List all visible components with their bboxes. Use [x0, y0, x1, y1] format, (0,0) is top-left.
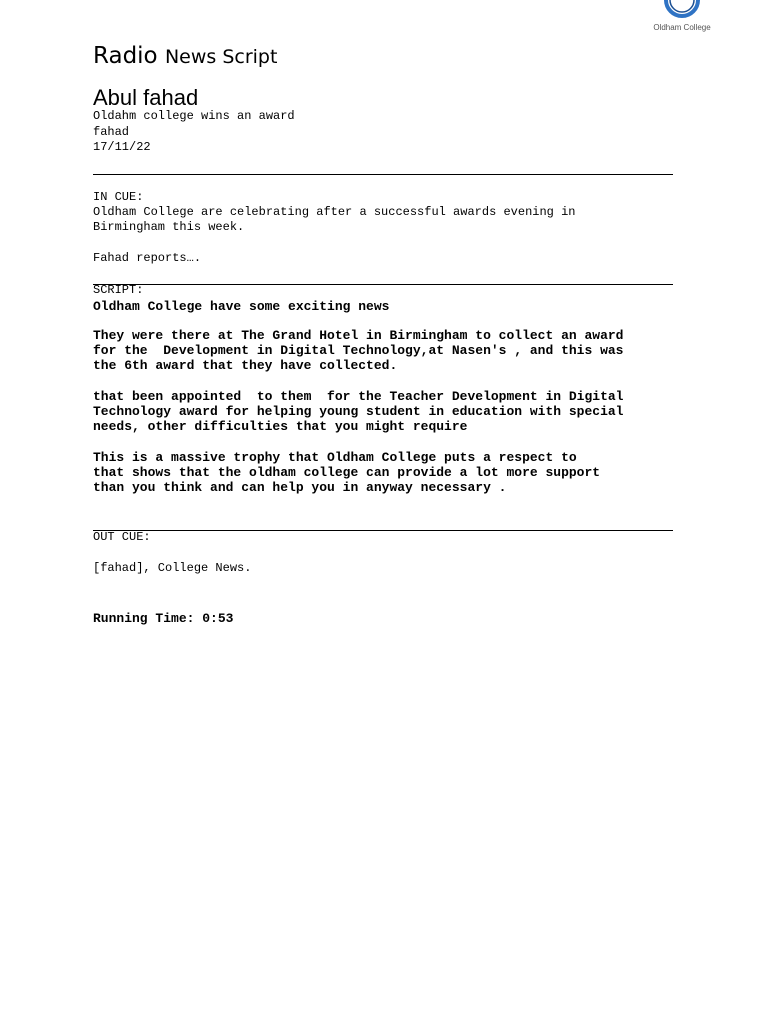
divider: [93, 174, 673, 175]
script-p2-line-2: Technology award for helping young student in education with special: [93, 404, 624, 419]
date: 17/11/22: [93, 140, 151, 154]
script-intro: Oldham College have some exciting news: [93, 299, 390, 314]
reporter: fahad: [93, 125, 130, 139]
oldham-college-logo: [650, 0, 714, 34]
out-cue-label: OUT CUE:: [93, 530, 151, 544]
headline: Oldahm college wins an award: [93, 109, 295, 123]
script-p1-line-1: They were there at The Grand Hotel in Birmingham to collect an award: [93, 328, 624, 343]
script-p3-line-2: that shows that the oldham college can provide a lot more support: [93, 465, 601, 480]
in-cue-line-2: Birmingham this week.: [93, 220, 245, 234]
page-title: [93, 42, 277, 71]
in-cue-label: IN CUE:: [93, 190, 144, 204]
logo-ring-icon: [657, 0, 707, 20]
in-cue-line-1: Oldham College are celebrating after a successful awards evening in: [93, 205, 576, 219]
divider: [93, 284, 673, 285]
script-p2-line-1: that been appointed to them for the Teacher Development in Digital: [93, 389, 624, 404]
in-cue-reports: Fahad reports….: [93, 251, 202, 265]
running-time: Running Time: 0:53: [93, 611, 234, 626]
logo-text: Oldham College: [653, 23, 711, 32]
script-p3-line-3: than you think and can help you in anyway necessary .: [93, 480, 507, 495]
title-word-radio: Radio: [93, 43, 158, 69]
title-news-script: News Script: [164, 46, 278, 68]
script-p3-line-1: This is a massive trophy that Oldham College puts a respect to: [93, 450, 577, 465]
out-cue-text: [fahad], College News.: [93, 561, 252, 575]
author-name: Abul fahad: [93, 85, 199, 110]
script-p1-line-2: for the Development in Digital Technology,at Nasen's , and this was: [93, 343, 624, 358]
script-p2-line-3: needs, other difficulties that you might require: [93, 419, 468, 434]
script-p1-line-3: the 6th award that they have collected.: [93, 358, 398, 373]
divider: [93, 530, 673, 531]
script-label: SCRIPT:: [93, 283, 144, 297]
